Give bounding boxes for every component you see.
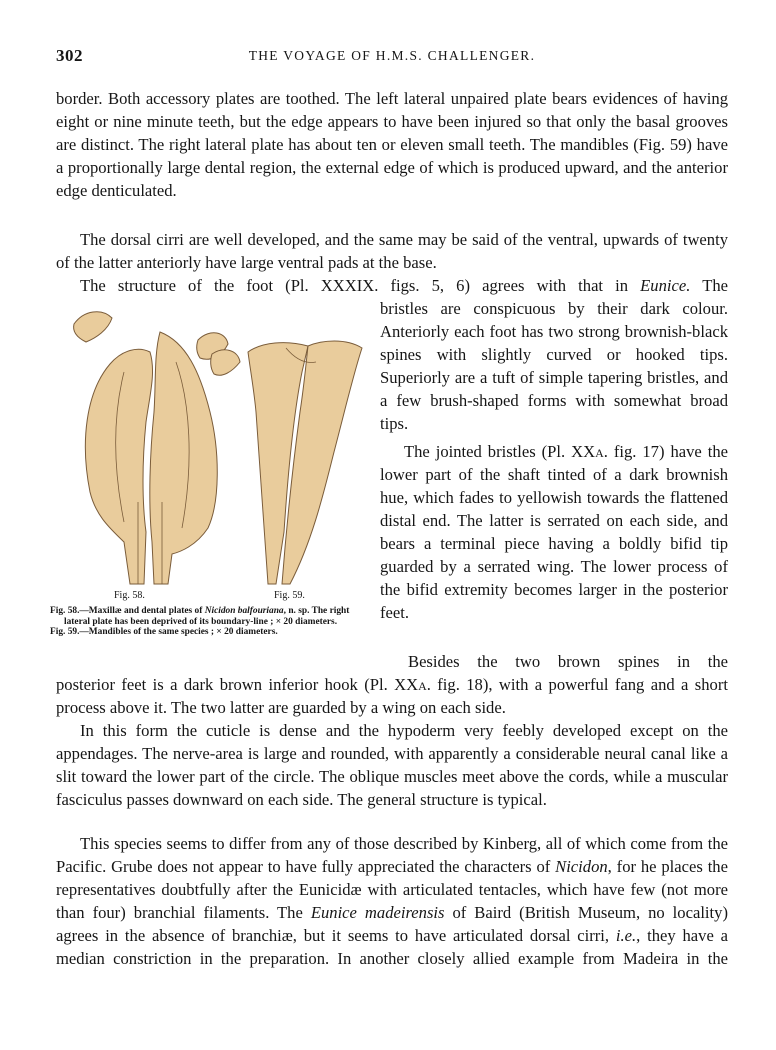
genus-eunice: Eunice.	[640, 276, 691, 295]
mandibles-figure	[248, 341, 362, 584]
species-eunice-madeirensis: Eunice madeirensis	[310, 903, 445, 922]
paragraph-spines-first-line: Besides the two brown spines in the	[408, 652, 728, 671]
paragraph-foot-wrapped: bristles are conspicuous by their dark colour. Anteriorly each foot has two strong brownish-black spines with slightly curved or hooked tips. Superiorly are a tuft of simple tapering bristles, and a few brush-shaped forms with somewhat broad tips.	[380, 299, 728, 433]
paragraph-cuticle: In this form the cuticle is dense and the hypoderm very feebly developed except on the appendages. The nerve-area is large and rounded, with apparently a considerable neural canal like a slit toward the lower part of the circle. The oblique muscles meet above the cords, while a muscular fasciculus passes downward on each side. The general structure is typical.	[56, 721, 728, 809]
paragraph-jointed-bristles: The jointed bristles (Pl. XXa. fig. 17) have the lower part of the shaft tinted of a dark brownish hue, which fades to yellowish towards the flattened distal end. The latter is serrated on each side, and bears a terminal piece having a boldly bifid tip guarded by a serrated wing. The lower process of the bifid extremity becomes larger in the posterior feet.	[380, 442, 728, 622]
caption-fig59: Fig. 59.—Mandibles of the same species ; × 20 diameters.	[50, 627, 278, 638]
figure-illustration	[50, 302, 368, 592]
genus-nicidon: Nicidon	[555, 857, 608, 876]
page-number: 302	[56, 46, 83, 65]
dental-plate-upper-left	[74, 312, 112, 342]
paragraph-spines: posterior feet is a dark brown inferior hook (Pl. XXa. fig. 18), with a powerful fang and a short process above it. The two latter are guarded by a wing on each side.	[56, 675, 728, 717]
running-title: THE VOYAGE OF H.M.S. CHALLENGER.	[248, 48, 536, 63]
fig58-label: Fig. 58.	[114, 590, 145, 601]
paragraph-text: border. Both accessory plates are toothed. The left lateral unpaired plate bears evidences of having eight or nine minute teeth, but the edge appears to have been injured so that only the basal grooves are distinct. The right lateral plate has about ten or eleven small teeth. The mandibles (Fig. 59) have a proportionally large dental region, the external edge of which is produced upward, and the anterior edge denticulated.	[56, 89, 728, 200]
paragraph-kinberg: This species seems to differ from any of those described by Kinberg, all of which come from the Pacific. Grube does not appear to have fully appreciated the characters of Nicidon, for he places the representatives doubtfully after the Eunicidæ with articulated tentacles, which have few (not more than four) branchial filaments. The Eunice madeirensis of Baird (British Museum, no locality) agrees in the absence of branchiæ, but it seems to have articulated dorsal cirri, i.e., they have a median constriction in the preparation. In another closely allied example from Madeira in the	[56, 834, 728, 968]
maxilla-right-plate	[150, 332, 217, 584]
figure-block	[50, 302, 368, 654]
fig59-label: Fig. 59.	[274, 590, 305, 601]
maxilla-left-plate	[85, 349, 152, 584]
paragraph-foot-first-line: The structure of the foot (Pl. XXXIX. figs. 5, 6) agrees with that in Eunice. The	[80, 276, 728, 295]
maxillae-figure	[74, 312, 240, 584]
paragraph-cirri	[56, 228, 728, 274]
page-header	[56, 46, 728, 68]
figure-caption	[50, 606, 368, 638]
dental-plate-lateral-right	[211, 350, 240, 375]
caption-fig58: Fig. 58.—Maxillæ and dental plates of Nicidon balfouriana, n. sp. The right lateral plate has been deprived of its boundary-line ; × 20 diameters.	[50, 606, 350, 627]
paragraph-text: The dorsal cirri are well developed, and the same may be said of the ventral, upwards of twenty of the latter anteriorly have large ventral pads at the base.	[56, 230, 728, 272]
paragraph-maxillae	[56, 87, 728, 202]
